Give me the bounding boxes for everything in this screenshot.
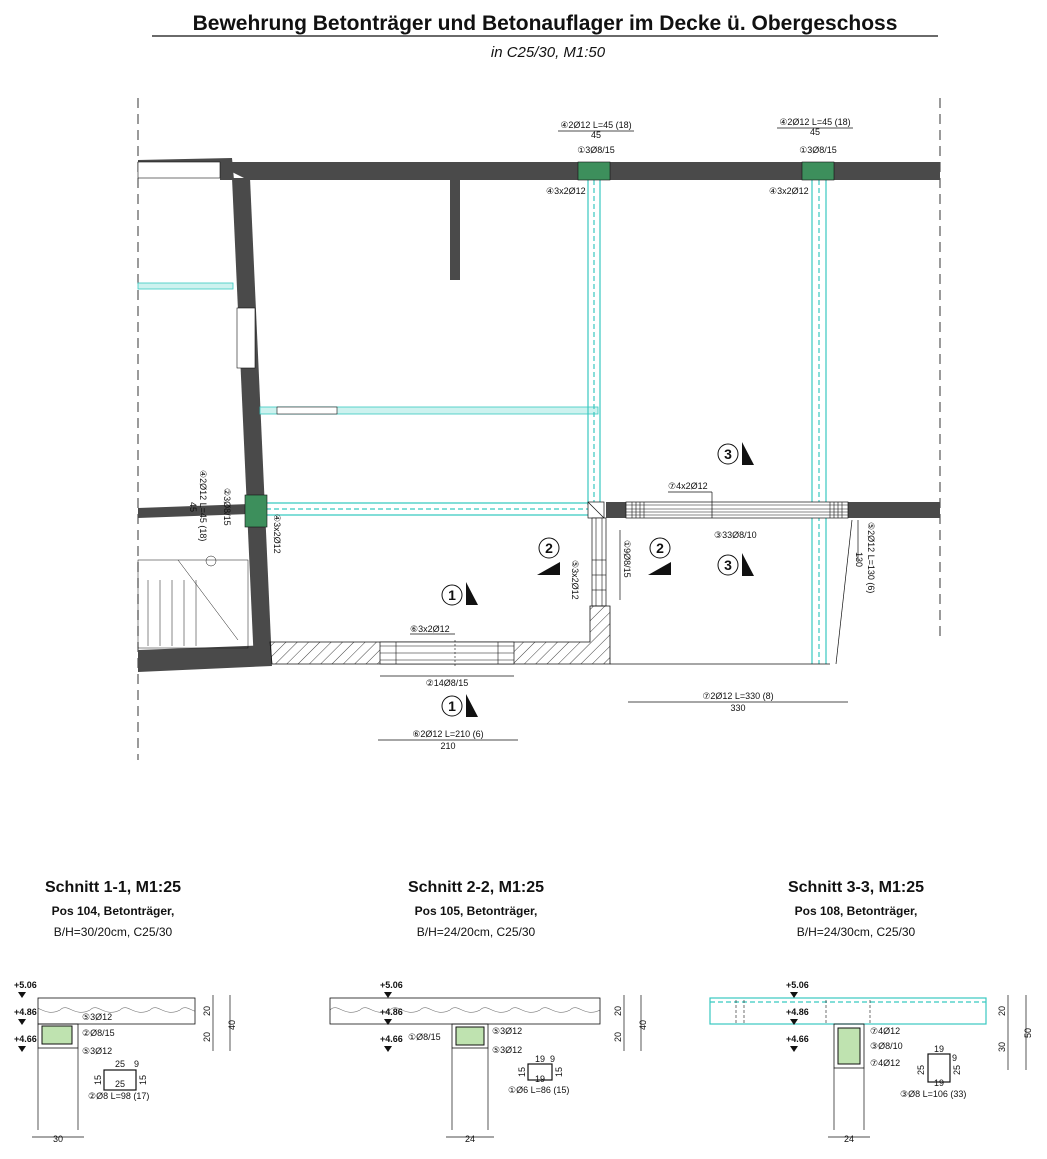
- section-1-stirrup-label: ②Ø8 L=98 (17): [88, 1091, 150, 1101]
- section-2-2: [330, 879, 648, 1144]
- label-right5-bars: ⑤2Ø12 L=130 (6): [866, 522, 876, 594]
- window-top-left: [138, 162, 220, 178]
- label-top1-bars: ④3x2Ø12: [546, 186, 586, 196]
- section-1-1: [14, 879, 237, 1144]
- section-marker-2-left: [537, 538, 560, 575]
- label-left-stirrup: ②3Ø8/15: [222, 488, 232, 526]
- section-1-title: Schnitt 1-1, M1:25: [44, 879, 182, 896]
- section-2-dim-beam: 20: [613, 1031, 623, 1042]
- section-3-level-top: +5.06: [786, 980, 809, 990]
- label-col1: ①9Ø8/15: [622, 540, 632, 578]
- floor-plan: [138, 98, 940, 760]
- section-1-pos: Pos 104, Betonträger,: [51, 904, 175, 918]
- section-marker-3-top: [718, 442, 754, 465]
- section-marker-2-right: [648, 538, 671, 575]
- section-2-stirrup-left: 15: [517, 1066, 527, 1077]
- section-3-dim-beam: 30: [997, 1041, 1007, 1052]
- glass-partition-left: [138, 283, 233, 289]
- section-2-stirrup-top: 19: [534, 1054, 546, 1064]
- section-3-bar-stirrup: ③Ø8/10: [870, 1041, 903, 1051]
- section-2-bar-stirrup: ①Ø8/15: [408, 1032, 441, 1042]
- label-beam7-length-value: 330: [730, 703, 746, 713]
- label-beam6-stirrups: ②14Ø8/15: [425, 678, 469, 688]
- section-1-slab: [38, 998, 195, 1024]
- section-2-pos: Pos 105, Betonträger,: [414, 904, 538, 918]
- label-beam6-bars: ⑥3x2Ø12: [410, 624, 450, 634]
- section-3-dim-slab: 20: [997, 1005, 1007, 1016]
- section-3-dim-width: 24: [843, 1134, 855, 1144]
- section-1-dim-beam: 20: [202, 1031, 212, 1042]
- svg-text:1: 1: [448, 587, 456, 603]
- section-3-level-bot: +4.66: [786, 1034, 809, 1044]
- section-3-rebar-cage: [838, 1028, 860, 1064]
- section-1-stirrup-hook: 9: [134, 1059, 140, 1069]
- section-1-dim-width: 30: [52, 1134, 64, 1144]
- white-panel-mid: [277, 407, 337, 414]
- label-left-bars: ④3x2Ø12: [272, 514, 282, 554]
- label-top2-bar: ④2Ø12 L=45 (18): [779, 117, 851, 127]
- label-top1-stirrup: ①3Ø8/15: [577, 145, 615, 155]
- section-3-level-mid: +4.86: [786, 1007, 809, 1017]
- support-left: [245, 495, 267, 527]
- section-3-level-mark-1: [790, 992, 798, 998]
- section-2-stirrup-hook: 9: [550, 1054, 556, 1064]
- label-top2-stirrup: ①3Ø8/15: [799, 145, 837, 155]
- svg-text:2: 2: [545, 540, 553, 556]
- label-left-len: 45: [188, 502, 198, 513]
- section-2-dim-width: 24: [464, 1134, 476, 1144]
- section-1-level-bot: +4.66: [14, 1034, 37, 1044]
- section-2-level-bot: +4.66: [380, 1034, 403, 1044]
- section-1-stirrup-right: 15: [138, 1074, 148, 1085]
- section-1-bar-bottom: ⑤3Ø12: [82, 1046, 113, 1056]
- section-3-pos: Pos 108, Betonträger,: [794, 904, 918, 918]
- label-left-bar: ④2Ø12 L=45 (18): [198, 470, 208, 542]
- section-3-level-mark-3: [790, 1046, 798, 1052]
- label-top2-bars: ④3x2Ø12: [769, 186, 809, 196]
- support-top-1: [578, 162, 610, 180]
- section-1-level-mark-1: [18, 992, 26, 998]
- section-1-bar-stirrup: ②Ø8/15: [82, 1028, 115, 1038]
- section-1-stirrup-bottom: 25: [114, 1079, 126, 1089]
- section-3-stirrup-top: 19: [933, 1044, 945, 1054]
- section-1-stirrup-left: 15: [93, 1074, 103, 1085]
- label-beam6-length: ⑥2Ø12 L=210 (6): [412, 729, 484, 739]
- section-1-dim-total: 40: [227, 1019, 237, 1030]
- section-3-spec: B/H=24/30cm, C25/30: [796, 925, 916, 939]
- section-1-rebar-cage: [42, 1026, 72, 1044]
- wall-opening-left: [237, 308, 255, 368]
- section-2-stirrup-right: 15: [554, 1066, 564, 1077]
- label-top1-len: 45: [590, 130, 602, 140]
- section-3-dim-total: 50: [1023, 1027, 1033, 1038]
- support-top-2: [802, 162, 834, 180]
- section-1-spec: B/H=30/20cm, C25/30: [53, 925, 173, 939]
- column-pos105-body: [592, 518, 606, 606]
- section-3-bar-top: ⑦4Ø12: [870, 1026, 901, 1036]
- section-2-rebar-cage: [456, 1027, 484, 1045]
- svg-text:2: 2: [656, 540, 664, 556]
- section-2-stirrup-bottom: 19: [534, 1074, 546, 1084]
- label-col5: ⑤3x2Ø12: [570, 560, 580, 600]
- section-2-level-top: +5.06: [380, 980, 403, 990]
- svg-text:3: 3: [724, 446, 732, 462]
- section-1-level-mid: +4.86: [14, 1007, 37, 1017]
- svg-text:1: 1: [448, 698, 456, 714]
- wall-bottom-left: [138, 645, 272, 672]
- section-3-stirrup-hook: 9: [952, 1053, 958, 1063]
- section-2-slab: [330, 998, 600, 1024]
- section-3-title: Schnitt 3-3, M1:25: [787, 879, 925, 896]
- section-2-bar-top: ⑤3Ø12: [492, 1026, 523, 1036]
- section-1-stirrup-top: 25: [114, 1059, 126, 1069]
- wall-left-vertical: [232, 178, 272, 664]
- section-2-dim-slab: 20: [613, 1005, 623, 1016]
- section-2-bar-bottom: ⑤3Ø12: [492, 1045, 523, 1055]
- beam-7-body: [626, 502, 848, 518]
- wall-stub: [450, 178, 460, 280]
- section-2-level-mark-1: [384, 992, 392, 998]
- section-2-level-mark-3: [384, 1046, 392, 1052]
- section-1-bar-top: ⑤3Ø12: [82, 1012, 113, 1022]
- section-1-level-top: +5.06: [14, 980, 37, 990]
- svg-text:3: 3: [724, 557, 732, 573]
- label-beam7-stirrups: ③33Ø8/10: [714, 530, 757, 540]
- drawing-title: Bewehrung Betonträger und Betonauflager im Decke ü. Obergeschoss: [192, 12, 898, 35]
- staircase: [138, 556, 248, 648]
- section-marker-1-bottom: [442, 694, 478, 717]
- section-1-dim-slab: 20: [202, 1005, 212, 1016]
- section-3-stirrup-left: 25: [916, 1064, 926, 1075]
- section-2-dim-total: 40: [638, 1019, 648, 1030]
- section-3-3: [710, 879, 1033, 1144]
- section-3-bar-bottom: ⑦4Ø12: [870, 1058, 901, 1068]
- label-top2-len: 45: [809, 127, 821, 137]
- label-beam6-length-value: 210: [440, 741, 456, 751]
- label-right5-len: 130: [854, 552, 864, 568]
- section-2-level-mid: +4.86: [380, 1007, 403, 1017]
- label-top1-bar: ④2Ø12 L=45 (18): [560, 120, 632, 130]
- section-3-stirrup-label: ③Ø8 L=106 (33): [900, 1089, 967, 1099]
- section-2-title: Schnitt 2-2, M1:25: [407, 879, 545, 896]
- right-wall-diagonal: [836, 520, 852, 664]
- label-beam7-length: ⑦2Ø12 L=330 (8): [702, 691, 774, 701]
- section-1-level-mark-2: [18, 1019, 26, 1025]
- section-3-stirrup-bottom: 19: [933, 1078, 945, 1088]
- section-2-spec: B/H=24/20cm, C25/30: [416, 925, 536, 939]
- section-2-stirrup-label: ①Ø6 L=86 (15): [508, 1085, 570, 1095]
- section-marker-3-bottom: [718, 553, 754, 576]
- drawing-subtitle: in C25/30, M1:50: [490, 44, 606, 61]
- section-3-stirrup-right: 25: [952, 1064, 962, 1075]
- label-beam7-bars: ⑦4x2Ø12: [668, 481, 708, 491]
- section-marker-1-top: [442, 582, 478, 605]
- section-1-level-mark-3: [18, 1046, 26, 1052]
